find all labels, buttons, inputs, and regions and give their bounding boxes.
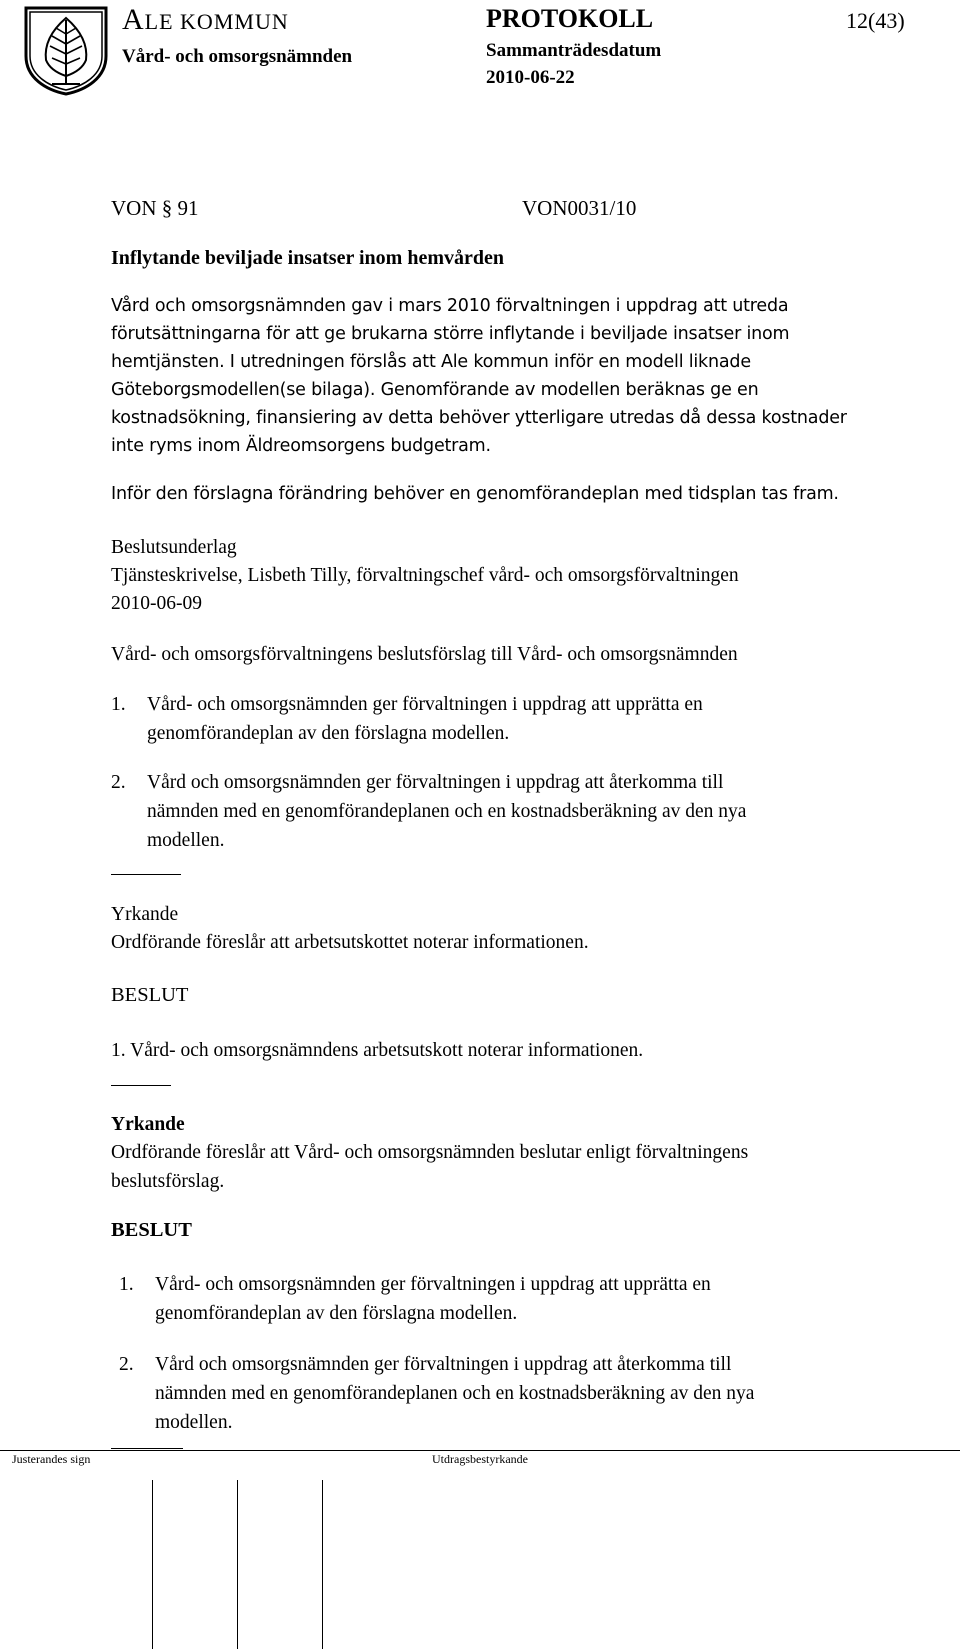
proposal-item (147, 690, 703, 748)
signature-divider (322, 1480, 323, 1649)
decision-heading: BESLUT (111, 984, 189, 1006)
item-line: Vård- och omsorgsnämnden ger förvaltningen i uppdrag att upprätta en (147, 694, 703, 715)
paragraph-line: Göteborgsmodellen(se bilaga). Genomförande av modellen beräknas ge en (111, 380, 759, 400)
separator-rule (111, 874, 181, 875)
motion-heading: Yrkande (111, 904, 179, 925)
paragraph-line: hemtjänsten. I utredningen förslås att Ale kommun inför en modell liknade (111, 352, 751, 372)
item-line: Vård och omsorgsnämnden ger förvaltningen i uppdrag att återkomma till (155, 1354, 732, 1375)
proposal-item-number: 2. (111, 772, 126, 793)
case-reference (111, 196, 199, 221)
decision-item-number: 1. (119, 1274, 134, 1295)
meeting-date: 2010-06-22 (486, 67, 575, 88)
motion-line: beslutsförslag. (111, 1171, 225, 1192)
intro-paragraph (111, 292, 847, 460)
page-number: 12(43) (846, 8, 905, 33)
item-line: Vård och omsorgsnämnden ger förvaltningen i uppdrag att återkomma till (147, 772, 724, 793)
footer-top-rule (0, 1450, 960, 1451)
motion-heading: Yrkande (111, 1114, 185, 1135)
signature-divider (152, 1480, 153, 1649)
case-title: Inflytande beviljade insatser inom hemvården (111, 247, 504, 269)
paragraph-line: Vård och omsorgsnämnden gav i mars 2010 förvaltningen i uppdrag att utreda (111, 296, 789, 316)
decision-heading: BESLUT (111, 1219, 192, 1241)
item-line: genomförandeplan av den förslagna modellen. (155, 1303, 518, 1324)
paragraph-line: inte ryms inom Äldreomsorgens budgetram. (111, 436, 491, 456)
signature-divider (237, 1480, 238, 1649)
item-line: modellen. (147, 830, 225, 851)
separator-rule (111, 1448, 183, 1449)
section-number: 91 (177, 196, 199, 220)
paragraph-line: förutsättningarna för att ge brukarna större inflytande i beviljade insatser inom (111, 324, 790, 344)
item-line: genomförandeplan av den förslagna modellen. (147, 723, 510, 744)
motion-line: Ordförande föreslår att Vård- och omsorgsnämnden beslutar enligt förvaltningens (111, 1142, 749, 1163)
proposal-heading: Vård- och omsorgsförvaltningens beslutsförslag till Vård- och omsorgsnämnden (111, 644, 738, 665)
separator-rule (111, 1085, 171, 1086)
document-type: PROTOKOLL (486, 4, 654, 33)
decision-item (155, 1270, 711, 1328)
item-line: nämnden med en genomförandeplanen och en kostnadsberäkning av den nya (155, 1383, 755, 1404)
plan-paragraph: Inför den förslagna förändring behöver en genomförandeplan med tidsplan tas fram. (111, 484, 839, 504)
proposal-item (147, 768, 746, 855)
case-prefix: VON (111, 196, 157, 220)
item-line: nämnden med en genomförandeplanen och en kostnadsberäkning av den nya (147, 801, 747, 822)
basis-document: Tjänsteskrivelse, Lisbeth Tilly, förvaltningschef vård- och omsorgsförvaltningen (111, 565, 739, 586)
motion-text (111, 1138, 748, 1196)
section-sign: § (161, 196, 173, 220)
decision-item: 1. Vård- och omsorgsnämndens arbetsutskott noterar informationen. (111, 1040, 644, 1061)
decision-item (155, 1350, 754, 1437)
item-line: Vård- och omsorgsnämnden ger förvaltningen i uppdrag att upprätta en (155, 1274, 711, 1295)
committee-name: Vård- och omsorgsnämnden (122, 46, 353, 67)
meeting-date-label: Sammanträdesdatum (486, 40, 662, 61)
motion-text: Ordförande föreslår att arbetsutskottet noterar informationen. (111, 932, 589, 953)
case-id: VON0031/10 (522, 196, 637, 220)
leaf-shield-icon (22, 4, 110, 96)
decision-item-number: 2. (119, 1354, 134, 1375)
signers-label: Justerandes sign (12, 1452, 91, 1466)
basis-heading: Beslutsunderlag (111, 537, 237, 558)
organization-name: ALE KOMMUN (122, 3, 289, 36)
proposal-item-number: 1. (111, 694, 126, 715)
extract-label: Utdragsbestyrkande (432, 1452, 528, 1466)
paragraph-line: kostnadsökning, finansiering av detta behöver ytterligare utredas då dessa kostnader (111, 408, 847, 428)
basis-date: 2010-06-09 (111, 593, 202, 614)
ale-kommun-logo (22, 4, 110, 96)
item-line: modellen. (155, 1412, 233, 1433)
